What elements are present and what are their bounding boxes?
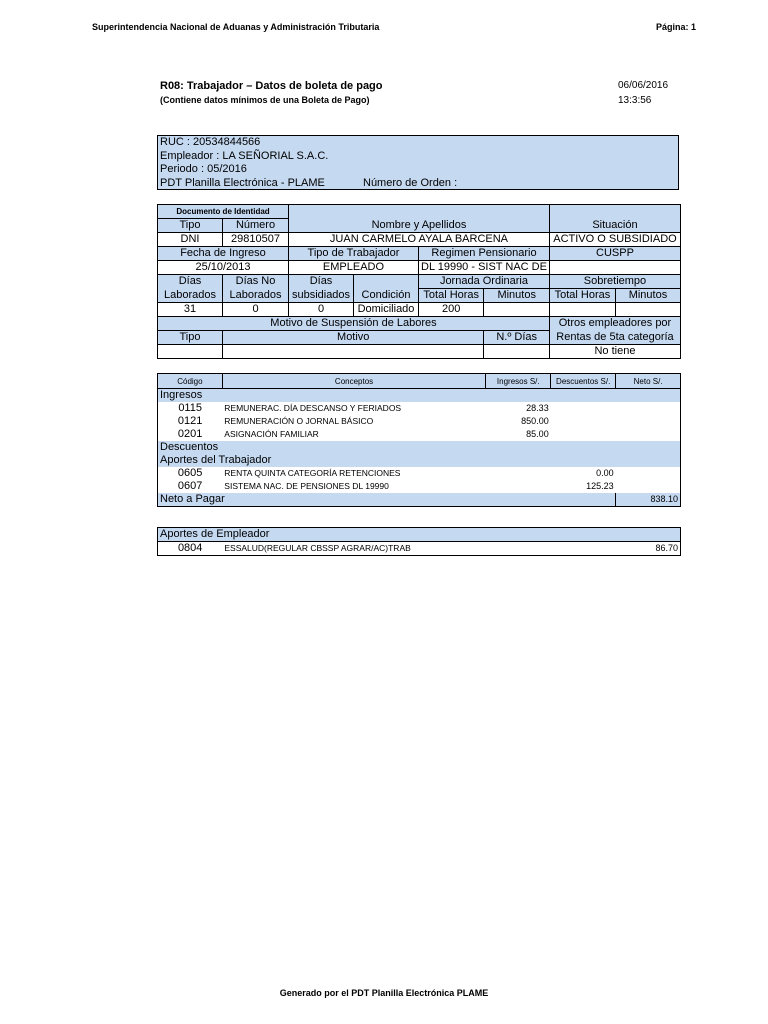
days-not-header: Días No: [223, 275, 289, 289]
footer-text: Generado por el PDT Planilla Electrónica PLAME: [279, 988, 489, 998]
worker-type: EMPLEADO: [289, 261, 419, 275]
period: Periodo : 05/2016: [160, 163, 247, 175]
pdt-line: [160, 177, 678, 191]
overtime-hours: [549, 303, 615, 317]
condition-header: Condición: [354, 289, 419, 303]
table-row: [158, 467, 681, 480]
overtime-hours-header: Total Horas: [549, 289, 615, 303]
overtime-minutes-header: Minutos: [615, 289, 680, 303]
worker-situation: ACTIVO O SUBSIDIADO: [549, 233, 680, 247]
report-time: 13:3:56: [618, 95, 652, 106]
suspension-days-header: N.º Días: [484, 331, 549, 345]
concept-code: 0115: [158, 402, 223, 415]
order-number-label: Número de Orden :: [363, 176, 458, 189]
minutes-header: Minutos: [484, 289, 549, 303]
doc-type-header: Tipo: [158, 219, 223, 233]
overtime-header: Sobretiempo: [549, 275, 680, 289]
concept-name: RENTA QUINTA CATEGORÍA RETENCIONES: [224, 468, 401, 478]
income-header: Ingresos S/.: [486, 374, 551, 389]
days-subsidized: 0: [289, 303, 354, 317]
cuspp: [549, 261, 680, 275]
suspension-reason-header: Motivo: [223, 331, 484, 345]
concept-code: 0605: [158, 467, 223, 480]
days-not-worked: 0: [223, 303, 289, 317]
minutes: [484, 303, 549, 317]
table-row: [158, 480, 681, 493]
pension-regime: DL 19990 - SIST NAC DE: [419, 261, 550, 275]
doc-number: 29810507: [223, 233, 289, 247]
income-amount: 28.33: [526, 403, 549, 413]
table-row: [158, 402, 681, 415]
net-pay-label: Neto a Pagar: [158, 493, 616, 507]
income-section-label: Ingresos: [158, 389, 681, 403]
pension-header: Regimen Pensionario: [419, 247, 550, 261]
report-subtitle: (Contiene datos mínimos de una Boleta de Pago): [160, 95, 370, 105]
concept-code: 0121: [158, 415, 223, 428]
deduction-amount: 125.23: [586, 481, 614, 491]
other-employers-value: No tiene: [549, 345, 680, 359]
net-header: Neto S/.: [616, 374, 681, 389]
page-number: Página: 1: [656, 22, 697, 32]
days-header: Días: [158, 275, 223, 289]
total-hours: 200: [419, 303, 484, 317]
concept-code: 0201: [158, 428, 223, 441]
hire-date-header: Fecha de Ingreso: [158, 247, 289, 261]
worker-name: JUAN CARMELO AYALA BARCENA: [289, 233, 550, 247]
days-worked: 31: [158, 303, 223, 317]
other-employers-header-2: Rentas de 5ta categoría: [549, 331, 680, 345]
concept-name: ASIGNACIÓN FAMILIAR: [224, 429, 319, 439]
concept-code: 0804: [158, 542, 223, 556]
total-hours-header: Total Horas: [419, 289, 484, 303]
concepts-header: Conceptos: [222, 374, 486, 389]
table-row: [158, 428, 681, 441]
doc-identity-header: Documento de Identidad: [158, 205, 289, 219]
employer-info-box: [157, 135, 679, 190]
doc-number-header: Número: [223, 219, 289, 233]
concept-name: REMUNERACIÓN O JORNAL BÁSICO: [224, 416, 374, 426]
subsidized-header: subsidiados: [289, 289, 354, 303]
organization-name: Superintendencia Nacional de Aduanas y Administración Tributaria: [92, 22, 380, 32]
suspension-type-header: Tipo: [158, 331, 223, 345]
name-header: Nombre y Apellidos: [289, 205, 550, 233]
concept-code: 0607: [158, 480, 223, 493]
table-row: [158, 542, 681, 556]
deductions-section-label: Descuentos: [158, 441, 681, 454]
days-subsidized-header: Días: [289, 275, 354, 289]
pdt-label: PDT Planilla Electrónica - PLAME: [160, 176, 325, 189]
deductions-header: Descuentos S/.: [551, 374, 616, 389]
hire-date: 25/10/2013: [158, 261, 289, 275]
cuspp-header: CUSPP: [549, 247, 680, 261]
concept-name: SISTEMA NAC. DE PENSIONES DL 19990: [224, 481, 389, 491]
concepts-table: [157, 373, 681, 507]
suspension-header: Motivo de Suspensión de Labores: [158, 317, 550, 331]
condition: Domiciliado: [354, 303, 419, 317]
ruc: RUC : 20534844566: [160, 136, 261, 148]
income-amount: 850.00: [521, 416, 549, 426]
worker-type-header: Tipo de Trabajador: [289, 247, 419, 261]
income-amount: 85.00: [526, 429, 549, 439]
worker-data-table: [157, 204, 681, 359]
not-worked-header: Laborados: [223, 289, 289, 303]
ordinary-schedule-header: Jornada Ordinaria: [419, 275, 550, 289]
other-employers-header-1: Otros empleadores por: [549, 317, 680, 331]
overtime-minutes: [615, 303, 680, 317]
employer-contributions-label: Aportes de Empleador: [158, 528, 681, 542]
doc-type: DNI: [158, 233, 223, 247]
code-header: Código: [158, 374, 223, 389]
employer-name: Empleador : LA SEÑORIAL S.A.C.: [160, 149, 329, 162]
concept-name: REMUNERAC. DÍA DESCANSO Y FERIADOS: [224, 403, 402, 413]
situation-header: Situación: [549, 205, 680, 233]
contribution-amount: 86.70: [616, 542, 681, 556]
report-title: R08: Trabajador – Datos de boleta de pago: [160, 80, 383, 92]
deduction-amount: 0.00: [596, 468, 614, 478]
worked-header: Laborados: [158, 289, 223, 303]
net-pay-value: 838.10: [616, 493, 681, 507]
table-row: [158, 415, 681, 428]
concept-name: ESSALUD(REGULAR CBSSP AGRAR/AC)TRAB: [222, 542, 615, 556]
report-date: 06/06/2016: [618, 80, 669, 91]
employer-contributions-table: [157, 527, 681, 556]
worker-contributions-label: Aportes del Trabajador: [158, 454, 681, 467]
